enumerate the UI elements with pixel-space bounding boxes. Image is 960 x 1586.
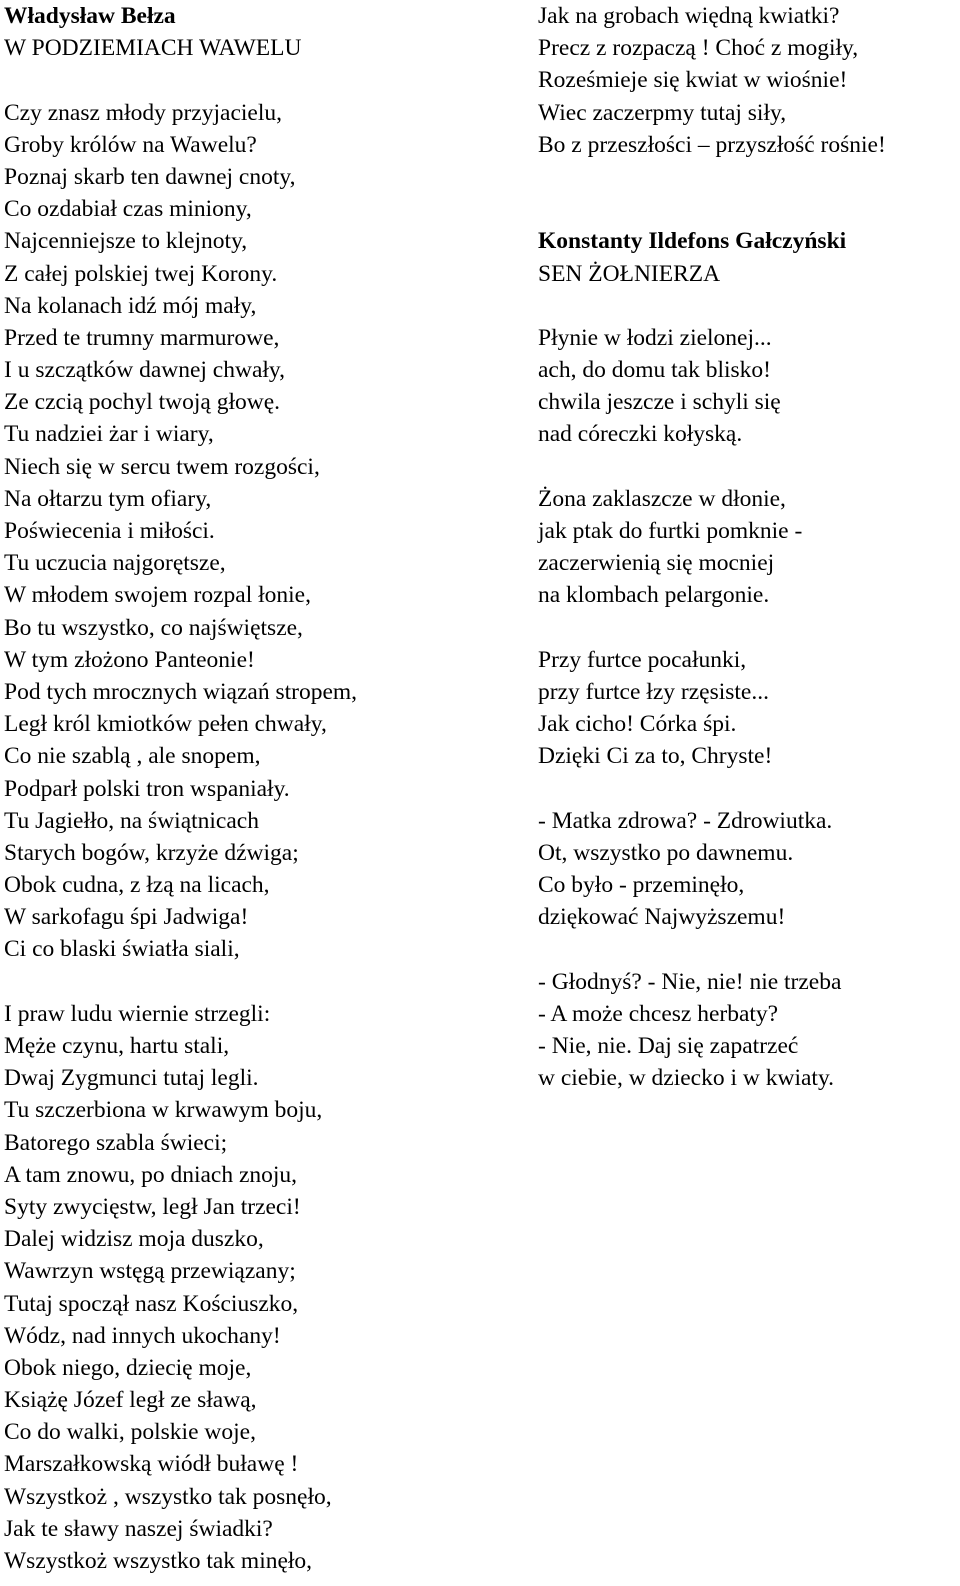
verse-line: Batorego szabla świeci;: [4, 1129, 228, 1156]
right-column: [538, 0, 958, 1094]
verse-line: ach, do domu tak blisko!: [538, 357, 772, 384]
verse-line: Tu Jagiełło, na świątnicach: [4, 807, 259, 834]
spacer: [538, 193, 958, 225]
verse-line: Tu szczerbiona w krwawym boju,: [4, 1097, 323, 1124]
verse-line: Wawrzyn wstęgą przewiązany;: [4, 1258, 296, 1285]
spacer: [538, 290, 958, 322]
verse-line: przy furtce łzy rzęsiste...: [538, 678, 769, 705]
verse-line: W młodem swojem rozpal łonie,: [4, 582, 311, 609]
verse-line: Wszystkoż wszystko tak minęło,: [4, 1548, 313, 1574]
spacer: [538, 451, 958, 483]
verse-line: Przy furtce pocałunki,: [538, 646, 747, 673]
verse-line: Obok cudna, z łzą na licach,: [4, 872, 270, 899]
verse-line: Co ozdabiał czas miniony,: [4, 196, 252, 223]
verse-line: Pod tych mrocznych wiązań stropem,: [4, 678, 358, 705]
stanza: [538, 483, 958, 612]
stanza: [538, 966, 958, 1095]
verse-line: jak ptak do furtki pomknie -: [538, 518, 803, 544]
poem-author: Konstanty Ildefons Gałczyński: [538, 228, 847, 255]
stanza: [4, 97, 524, 966]
verse-line: - Matka zdrowa? - Zdrowiutka.: [538, 807, 833, 834]
spacer: [538, 773, 958, 805]
verse-line: Tu uczucia najgorętsze,: [4, 550, 226, 577]
verse-line: Przed te trumny marmurowe,: [4, 324, 280, 351]
verse-line: Ci co blaski światła siali,: [4, 936, 240, 963]
verse-line: Ze czcią pochyl twoją głowę.: [4, 389, 281, 416]
verse-line: Płynie w łodzi zielonej...: [538, 324, 772, 351]
verse-line: Czy znasz młody przyjacielu,: [4, 99, 282, 126]
verse-line: Co było - przeminęło,: [538, 872, 745, 899]
verse-line: Obok niego, dziecię moje,: [4, 1354, 252, 1381]
verse-line: Legł król kmiotków pełen chwały,: [4, 711, 327, 738]
verse-line: Syty zwycięstw, legł Jan trzeci!: [4, 1193, 301, 1220]
stanza: [4, 998, 524, 1577]
poem-author: Władysław Bełza: [4, 3, 176, 29]
poem-title: W PODZIEMIACH WAWELU: [4, 35, 302, 62]
verse-line: Dwaj Zygmunci tutaj legli.: [4, 1065, 259, 1092]
left-column: [4, 0, 524, 1577]
verse-line: Groby królów na Wawelu?: [4, 131, 257, 158]
verse-line: I praw ludu wiernie strzegli:: [4, 1000, 271, 1027]
verse-line: Bo tu wszystko, co najświętsze,: [4, 614, 303, 641]
verse-line: - Nie, nie. Daj się zapatrzeć: [538, 1033, 799, 1059]
stanza-continuation: [538, 0, 958, 161]
verse-line: Jak te sławy naszej świadki?: [4, 1515, 273, 1542]
verse-line: Jak cicho! Córka śpi.: [538, 711, 737, 738]
verse-line: Roześmieje się kwiat w wiośnie!: [538, 67, 848, 94]
verse-line: na klombach pelargonie.: [538, 582, 770, 609]
verse-line: dziękować Najwyższemu!: [538, 904, 786, 931]
verse-line: Na ołtarzu tym ofiary,: [4, 485, 212, 512]
verse-line: nad córeczki kołyską.: [538, 421, 743, 448]
spacer: [4, 966, 524, 998]
verse-line: Wiec zaczerpmy tutaj siły,: [538, 99, 787, 126]
stanza: [538, 644, 958, 773]
verse-line: Ot, wszystko po dawnemu.: [538, 839, 794, 866]
verse-line: Jak na grobach więdną kwiatki?: [538, 3, 840, 29]
verse-line: Żona zaklaszcze w dłonie,: [538, 485, 786, 512]
verse-line: W sarkofagu śpi Jadwiga!: [4, 904, 249, 931]
verse-line: Tutaj spoczął nasz Kościuszko,: [4, 1290, 299, 1317]
verse-line: Bo z przeszłości – przyszłość rośnie!: [538, 131, 886, 158]
verse-line: W tym złożono Panteonie!: [4, 646, 255, 673]
verse-line: Najcenniejsze to klejnoty,: [4, 228, 248, 255]
verse-line: Męże czynu, hartu stali,: [4, 1033, 230, 1059]
spacer: [538, 933, 958, 965]
poem-title: SEN ŻOŁNIERZA: [538, 260, 721, 287]
verse-line: Dalej widzisz moja duszko,: [4, 1226, 264, 1253]
verse-line: Niech się w sercu twem rozgości,: [4, 453, 320, 480]
verse-line: Wszystkoż , wszystko tak posnęło,: [4, 1483, 332, 1510]
verse-line: Marszałkowską wiódł buławę !: [4, 1451, 299, 1478]
verse-line: I u szczątków dawnej chwały,: [4, 357, 286, 384]
verse-line: Z całej polskiej twej Korony.: [4, 260, 278, 287]
spacer: [538, 612, 958, 644]
verse-line: zaczerwienią się mocniej: [538, 550, 775, 577]
verse-line: Tu nadziei żar i wiary,: [4, 421, 214, 448]
verse-line: chwila jeszcze i schyli się: [538, 389, 781, 416]
verse-line: w ciebie, w dziecko i w kwiaty.: [538, 1065, 835, 1092]
verse-line: Co do walki, polskie woje,: [4, 1419, 256, 1446]
verse-line: - Głodnyś? - Nie, nie! nie trzeba: [538, 968, 842, 995]
verse-line: Starych bogów, krzyże dźwiga;: [4, 839, 299, 866]
verse-line: Precz z rozpaczą ! Choć z mogiły,: [538, 35, 859, 62]
spacer: [4, 64, 524, 96]
verse-line: Poznaj skarb ten dawnej cnoty,: [4, 163, 296, 190]
verse-line: Na kolanach idź mój mały,: [4, 292, 257, 319]
verse-line: A tam znowu, po dniach znoju,: [4, 1161, 298, 1188]
verse-line: Wódz, nad innych ukochany!: [4, 1322, 281, 1349]
stanza: [538, 322, 958, 451]
verse-line: Co nie szablą , ale snopem,: [4, 743, 261, 770]
verse-line: - A może chcesz herbaty?: [538, 1000, 779, 1027]
spacer: [538, 161, 958, 193]
verse-line: Dzięki Ci za to, Chryste!: [538, 743, 773, 770]
verse-line: Podparł polski tron wspaniały.: [4, 775, 290, 802]
stanza: [538, 805, 958, 934]
verse-line: Poświecenia i miłości.: [4, 518, 215, 544]
verse-line: Książę Józef legł ze sławą,: [4, 1387, 257, 1414]
